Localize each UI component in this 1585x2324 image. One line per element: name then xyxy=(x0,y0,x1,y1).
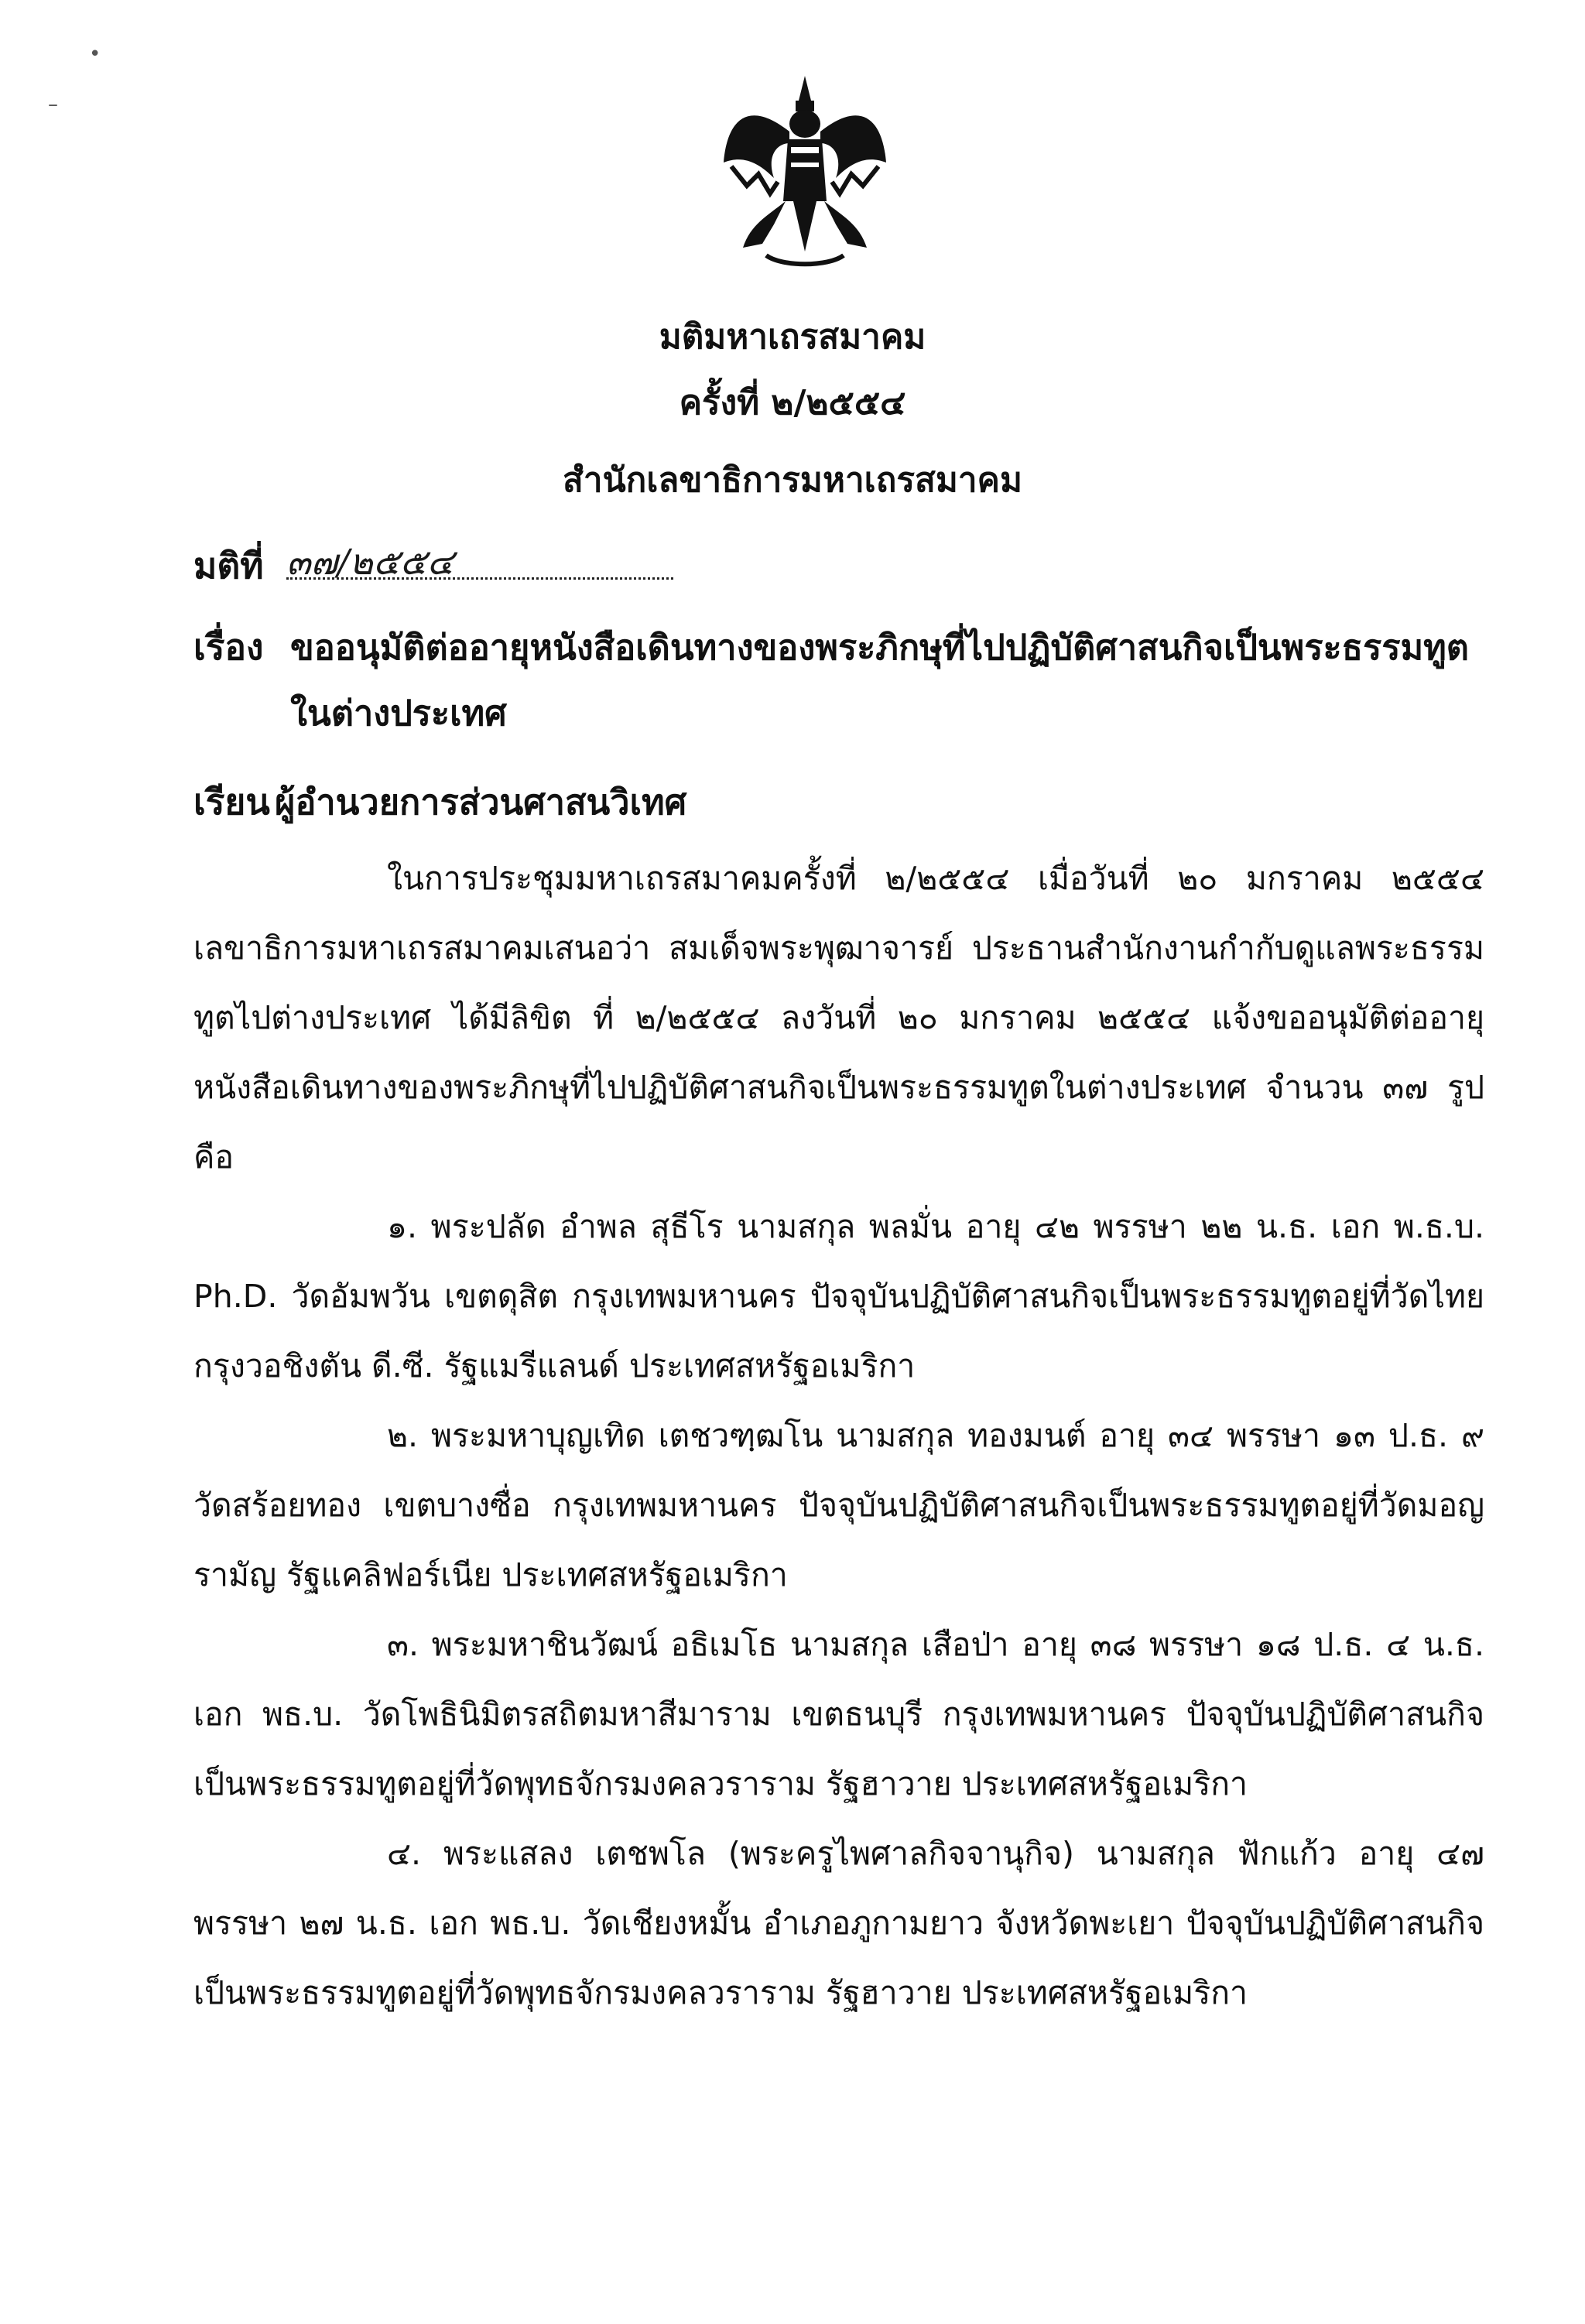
addressee-value: ผู้อำนวยการส่วนศาสนวิเทศ xyxy=(275,782,687,823)
garuda-emblem-icon xyxy=(720,70,890,271)
header-session: ครั้งที่ ๒/๒๕๕๔ xyxy=(679,383,906,423)
list-item: ๒. พระมหาบุญเทิด เตชวฑฺฒโน นามสกุล ทองมนต์ อายุ ๓๔ พรรษา ๑๓ ป.ธ. ๙ วัดสร้อยทอง เขตบางซื่อ กรุงเทพมหานคร ปัจจุบันปฏิบัติศาสนกิจเป็นพระธรรมทูตอยู่ที่วัดมอญรามัญ รัฐแคลิฟอร์เนีย ประเทศสหรัฐอเมริกา xyxy=(193,1417,1484,1593)
subject-line-1: ขออนุมัติต่ออายุหนังสือเดินทางของพระภิกษุที่ไปปฏิบัติศาสนกิจเป็นพระธรรมทูต xyxy=(290,627,1470,668)
document-body xyxy=(193,844,1484,2028)
subject-line-2: ในต่างประเทศ xyxy=(290,693,507,734)
subject-label: เรื่อง xyxy=(193,626,264,668)
scan-speck: – xyxy=(48,93,58,116)
scan-speck: • xyxy=(89,43,101,66)
intro-paragraph: ในการประชุมมหาเถรสมาคมครั้งที่ ๒/๒๕๕๔ เมื่อวันที่ ๒๐ มกราคม ๒๕๕๔ เลขาธิการมหาเถรสมาคมเสนอว่า สมเด็จพระพุฒาจารย์ ประธานสำนักงานกำกับดูแลพระธรรมทูตไปต่างประเทศ ได้มีลิขิต ที่ ๒/๒๕๕๔ ลงวันที่ ๒๐ มกราคม ๒๕๕๔ แจ้งขออนุมัติต่ออายุหนังสือเดินทางของพระภิกษุที่ไปปฏิบัติศาสนกิจเป็นพระธรรมทูตในต่างประเทศ จำนวน ๓๗ รูป คือ xyxy=(193,860,1484,1176)
header-title: มติมหาเถรสมาคม xyxy=(659,317,926,357)
dotted-line xyxy=(286,534,673,583)
list-item: ๓. พระมหาชินวัฒน์ อธิเมโธ นามสกุล เสือป่า อายุ ๓๘ พรรษา ๑๘ ป.ธ. ๔ น.ธ. เอก พธ.บ. วัดโพธินิมิตรสถิตมหาสีมาราม เขตธนบุรี กรุงเทพมหานคร ปัจจุบันปฏิบัติศาสนกิจเป็นพระธรรมทูตอยู่ที่วัดพุทธจักรมงคลวราราม รัฐฮาวาย ประเทศสหรัฐอเมริกา xyxy=(193,1626,1484,1802)
list-item: ๔. พระแสลง เตชพโล (พระครูไพศาลกิจจานุกิจ) นามสกุล ฟักแก้ว อายุ ๔๗ พรรษา ๒๗ น.ธ. เอก พธ.บ. วัดเชียงหมั้น อำเภอภูกามยาว จังหวัดพะเยา ปัจจุบันปฏิบัติศาสนกิจเป็นพระธรรมทูตอยู่ที่วัดพุทธจักรมงคลวราราม รัฐฮาวาย ประเทศสหรัฐอเมริกา xyxy=(193,1835,1484,2011)
resolution-number: ๓๗/๒๕๕๔ xyxy=(286,541,454,583)
addressee-label: เรียน xyxy=(193,781,270,823)
resolution-label: มติที่ xyxy=(193,545,264,587)
list-item: ๑. พระปลัด อำพล สุธีโร นามสกุล พลมั่น อายุ ๔๒ พรรษา ๒๒ น.ธ. เอก พ.ธ.บ. Ph.D. วัดอัมพวัน เขตดุสิต กรุงเทพมหานคร ปัจจุบันปฏิบัติศาสนกิจเป็นพระธรรมทูตอยู่ที่วัดไทยกรุงวอชิงตัน ดี.ซี. รัฐแมรีแลนด์ ประเทศสหรัฐอเมริกา xyxy=(193,1208,1484,1384)
resolution-number-field xyxy=(286,534,673,583)
header-office: สำนักเลขาธิการมหาเถรสมาคม xyxy=(563,460,1022,500)
